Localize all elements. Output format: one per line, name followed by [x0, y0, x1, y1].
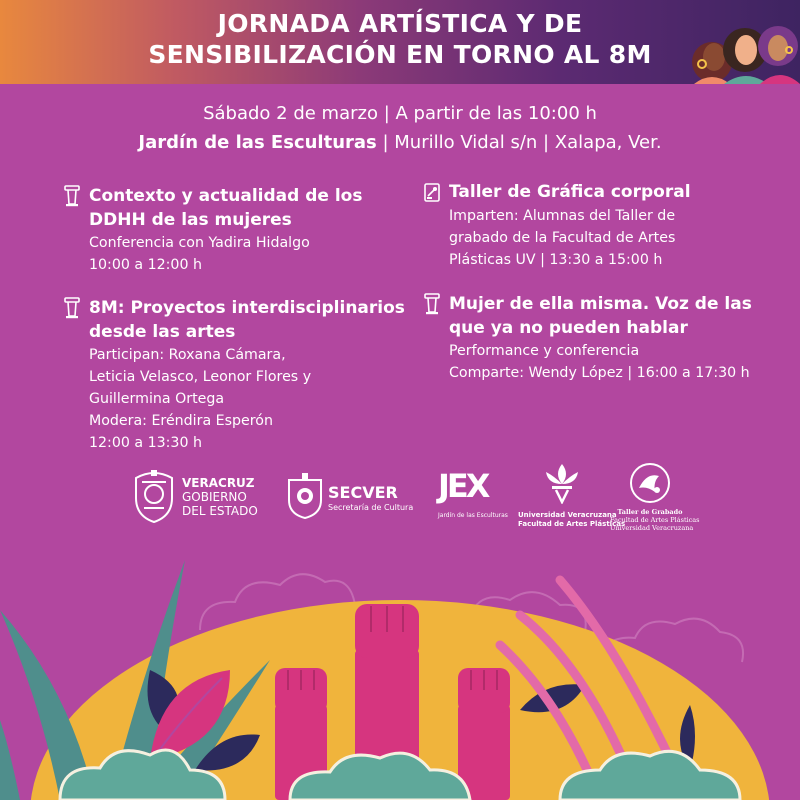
- session-title-line: Mujer de ella misma. Voz de las: [449, 294, 752, 314]
- session-8m-proyectos: [64, 296, 404, 456]
- fist-right: [458, 668, 510, 800]
- session-detail-line: grabado de la Facultad de Artes: [449, 230, 676, 246]
- uv-faculty: Facultad de Artes Plásticas: [518, 520, 626, 528]
- venue-address: | Murillo Vidal s/n | Xalapa, Ver.: [376, 132, 662, 153]
- venue-name: Jardín de las Esculturas: [138, 132, 377, 153]
- veracruz-shield-icon: [132, 468, 176, 524]
- event-date-time: Sábado 2 de marzo | A partir de las 10:00 h: [203, 103, 597, 124]
- taller-line: Universidad Veracruzana: [610, 524, 694, 532]
- secver-shield-icon: [286, 472, 324, 520]
- podium-icon: [64, 297, 80, 319]
- session-title: [449, 292, 752, 340]
- jex-subtitle: Jardín de las Esculturas: [438, 512, 508, 519]
- session-details: [449, 340, 750, 384]
- session-grafica-corporal: [424, 180, 774, 275]
- landscape-illustration: [0, 520, 800, 800]
- session-ddhh: [64, 184, 404, 274]
- title-line-2: SENSIBILIZACIÓN EN TORNO AL 8M: [148, 40, 652, 69]
- session-detail-line: Imparten: Alumnas del Taller de: [449, 208, 676, 224]
- session-title-line: Contexto y actualidad de los: [89, 186, 363, 206]
- bushes: [60, 750, 740, 800]
- session-title-line: desde las artes: [89, 322, 236, 342]
- podium-icon: [424, 293, 440, 315]
- session-title-line: Taller de Gráfica corporal: [449, 182, 691, 202]
- session-detail-line: 12:00 a 13:30 h: [89, 435, 202, 451]
- podium-icon: [64, 185, 80, 207]
- session-mujer-de-ella-misma: [424, 292, 774, 387]
- session-detail-line: Plásticas UV | 13:30 a 15:00 h: [449, 252, 663, 268]
- session-title-line: que ya no pueden hablar: [449, 318, 688, 338]
- print-press-icon: [424, 181, 440, 203]
- session-title-line: DDHH de las mujeres: [89, 210, 292, 230]
- session-detail-line: Performance y conferencia: [449, 343, 640, 359]
- secver-name: SECVER: [328, 483, 398, 502]
- session-details: [449, 205, 675, 271]
- event-location: [0, 128, 800, 157]
- veracruz-wordmark: [182, 476, 258, 518]
- session-title: [449, 180, 691, 204]
- taller-grabado-seal-icon: [629, 462, 671, 504]
- veracruz-name: VERACRUZ: [182, 476, 255, 490]
- secver-subtitle: Secretaría de Cultura: [328, 503, 414, 512]
- page-title: [0, 8, 800, 70]
- veracruz-line: DEL ESTADO: [182, 504, 258, 518]
- session-details: [89, 344, 311, 454]
- session-detail-line: 10:00 a 12:00 h: [89, 257, 202, 273]
- header-banner: [0, 0, 800, 84]
- logo-veracruz: [132, 468, 262, 524]
- session-detail-line: Comparte: Wendy López | 16:00 a 17:30 h: [449, 365, 750, 381]
- uv-flor-de-lis-icon: [542, 462, 582, 504]
- taller-name: Taller de Grabado: [617, 508, 683, 516]
- jex-letters: JEX: [438, 467, 488, 505]
- session-title: [89, 296, 405, 344]
- session-details: [89, 232, 310, 276]
- session-detail-line: Participan: Roxana Cámara,: [89, 347, 286, 363]
- session-title-line: 8M: Proyectos interdisciplinarios: [89, 298, 405, 318]
- session-detail-line: Conferencia con Yadira Hidalgo: [89, 235, 310, 251]
- session-detail-line: Modera: Eréndira Esperón: [89, 413, 273, 429]
- session-title: [89, 184, 362, 232]
- taller-line: Facultad de Artes Plásticas: [610, 516, 700, 524]
- title-line-1: JORNADA ARTÍSTICA Y DE: [217, 9, 583, 38]
- session-detail-line: Leticia Velasco, Leonor Flores y: [89, 369, 312, 385]
- logo-secver: [286, 472, 414, 522]
- women-illustration: [690, 12, 800, 84]
- veracruz-line: GOBIERNO: [182, 490, 247, 504]
- session-detail-line: Guillermina Ortega: [89, 391, 225, 407]
- event-info: [0, 99, 800, 157]
- uv-name: Universidad Veracruzana: [518, 511, 617, 519]
